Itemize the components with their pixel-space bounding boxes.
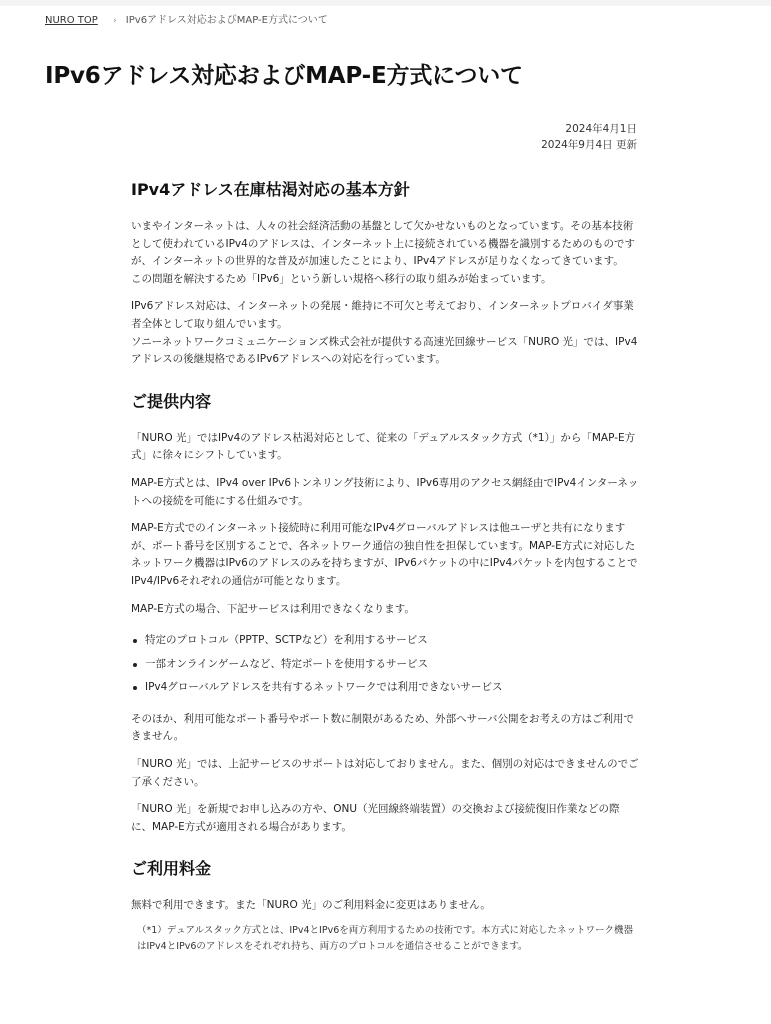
main-content xyxy=(131,178,639,955)
list-item: 一部オンラインゲームなど、特定ポートを使用するサービス xyxy=(131,656,639,674)
offering-paragraph: 「NURO 光」を新規でお申し込みの方や、ONU（光回線終端装置）の交換および接続復旧作業などの際に、MAP-E方式が適用される場合があります。 xyxy=(131,803,620,833)
list-item: 特定のプロトコル（PPTP、SCTPなど）を利用するサービス xyxy=(131,632,639,650)
offering-paragraph: 「NURO 光」ではIPv4のアドレス枯渇対応として、従来の「デュアルスタック方式（*1）」から「MAP-E方式」に徐々にシフトしています。 xyxy=(131,431,636,462)
section-heading-fees: ご利用料金 xyxy=(131,859,212,879)
offering-paragraph: MAP-E方式でのインターネット接続時に利用可能なIPv4グローバルアドレスは他ユーザと共有になりますが、ポート番号を区別することで、各ネットワーク通信の独自性を担保しています。MAP-E方式に対応したネットワーク機器はIPv6のアドレスのみを持ちますが、IPv6パケットの中にIPv4パケットを内包することでIPv4/IPv6それぞれの通信が可能となります。 xyxy=(131,522,638,587)
policy-paragraph: この問題を解決するため「IPv6」という新しい規格へ移行の取り組みが始まっています。 xyxy=(131,272,552,285)
page-title: IPv6アドレス対応およびMAP-E方式について xyxy=(45,63,523,89)
offering-paragraph: 「NURO 光」では、上記サービスのサポートは対応しておりません。また、個別の対応はできませんのでご了承ください。 xyxy=(131,758,639,788)
published-date: 2024年4月1日 xyxy=(565,123,637,135)
policy-paragraph: ソニーネットワークコミュニケーションズ株式会社が提供する高速光回線サービス「NURO 光」では、IPv4アドレスの後継規格であるIPv6アドレスへの対応を行っています。 xyxy=(131,335,638,366)
top-bar xyxy=(0,0,771,6)
breadcrumb-current: IPv6アドレス対応およびMAP-E方式について xyxy=(125,15,328,26)
offering-paragraph: MAP-E方式とは、IPv4 over IPv6トンネリング技術により、IPv6専用のアクセス網経由でIPv4インターネットへの接続を可能にする仕組みです。 xyxy=(131,476,639,507)
offering-paragraph: MAP-E方式の場合、下記サービスは利用できなくなります。 xyxy=(131,602,415,615)
chevron-right-icon: › xyxy=(113,16,117,26)
section-heading-offering: ご提供内容 xyxy=(131,391,212,411)
updated-date: 2024年9月4日 更新 xyxy=(541,139,637,151)
breadcrumb xyxy=(45,14,328,28)
section-heading-policy: IPv4アドレス在庫枯渇対応の基本方針 xyxy=(131,180,410,199)
date-block xyxy=(541,121,637,153)
policy-paragraph: IPv6アドレス対応は、インターネットの発展・維持に不可欠と考えており、インターネットプロバイダ事業者全体として取り組んでいます。 xyxy=(131,300,634,330)
footnote: （*1）デュアルスタック方式とは、IPv4とIPv6を両方利用するための技術です。本方式に対応したネットワーク機器はIPv4とIPv6のアドレスをそれぞれ持ち、両方のプロトコルを通信させることができます。 xyxy=(137,925,633,953)
list-item: IPv4グローバルアドレスを共有するネットワークでは利用できないサービス xyxy=(131,679,639,697)
offering-paragraph: そのほか、利用可能なポート番号やポート数に制限があるため、外部へサーバ公開をお考えの方はご利用できません。 xyxy=(131,712,635,743)
policy-paragraph: いまやインターネットは、人々の社会経済活動の基盤として欠かせないものとなっています。その基本技術として使われているIPv4のアドレスは、インターネット上に接続されている機器を識別するためのものですが、インターネットの世界的な普及が加速したことにより、IPv4アドレスが足りなくなってきています。 xyxy=(131,220,636,268)
fees-paragraph: 無料で利用できます。また「NURO 光」のご利用料金に変更はありません。 xyxy=(131,899,491,912)
breadcrumb-home-link[interactable]: NURO TOP xyxy=(45,15,98,26)
unsupported-services-list xyxy=(131,632,639,697)
